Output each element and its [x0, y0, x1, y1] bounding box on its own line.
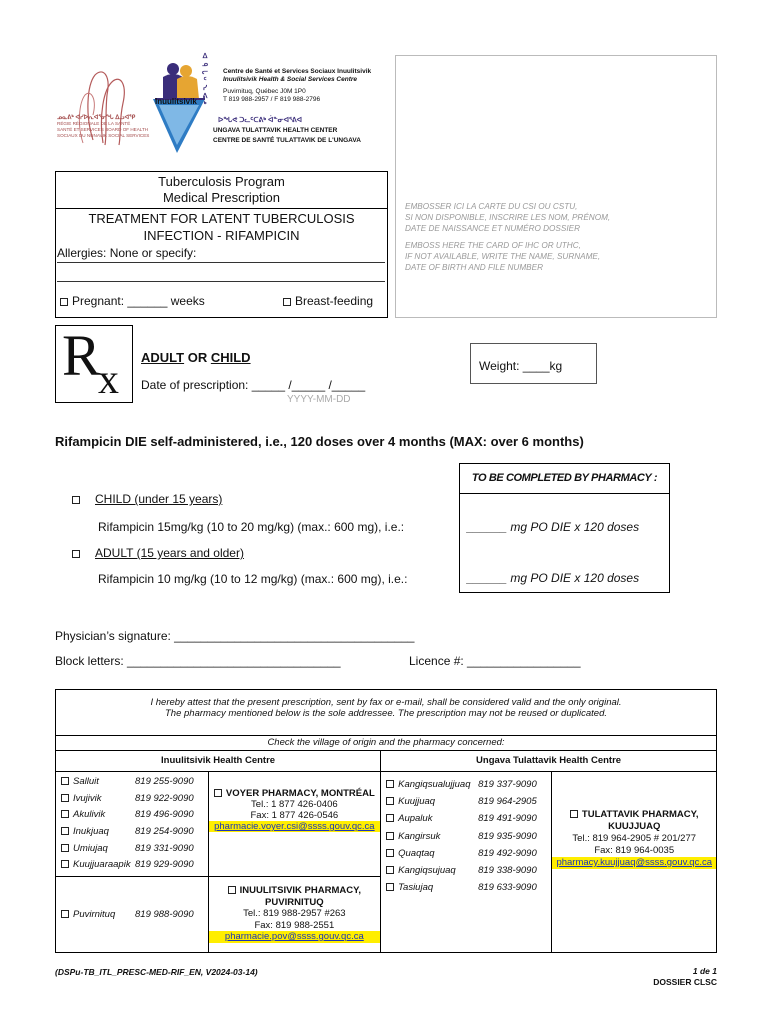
village-phone: 819 491-9090 [478, 813, 537, 825]
village-checkbox[interactable] [386, 866, 394, 874]
ungava-header: Ungava Tulattavik Health Centre [381, 751, 717, 772]
voyer-pharmacy-info [209, 772, 381, 832]
or-word: OR [187, 350, 208, 365]
village-checkbox[interactable] [386, 883, 394, 891]
ungava-en: UNGAVA TULATTAVIK HEALTH CENTER [213, 127, 338, 134]
village-checkbox[interactable] [386, 814, 394, 822]
adult-child-heading [141, 350, 251, 365]
child-dose: Rifampicin 15mg/kg (10 to 20 mg/kg) (max.: 600 mg), i.e.: [98, 520, 405, 534]
village-name: Umiujaq [73, 842, 108, 854]
centre-phone-fax: T 819 988-2957 / F 819 988-2796 [223, 96, 321, 103]
centre-en: Inuulitsivik Health & Social Services Centre [223, 76, 358, 83]
village-phone: 819 935-9090 [478, 830, 537, 842]
syllabics-vertical: ᐃᓄᓕᑦᓯᕕᒃ [201, 52, 208, 108]
ungava-villages-cell [381, 772, 552, 953]
voyer-fax: Fax: 1 877 426-0546 [250, 810, 339, 821]
village-name: Ivujivik [73, 792, 102, 804]
child-checkbox[interactable] [72, 496, 80, 504]
village-phone: 819 337-9090 [478, 779, 537, 790]
attest-line-1: I hereby attest that the present prescription, sent by fax or e-mail, shall be considered valid and the only original. [150, 697, 622, 708]
adult-checkbox[interactable] [72, 550, 80, 558]
voyer-name-line[interactable] [209, 788, 381, 799]
village-checkbox[interactable] [386, 780, 394, 788]
rx-symbol: R [62, 323, 101, 388]
breastfeeding-checkbox[interactable] [283, 298, 291, 306]
inuulitsivik-fax: Fax: 819 988-2551 [254, 919, 335, 931]
emboss-en-1: EMBOSS HERE THE CARD OF IHC OR UTHC, [405, 241, 581, 250]
village-name: Akulivik [73, 809, 106, 821]
village-checkbox[interactable] [386, 849, 394, 857]
pharmacy-table [55, 689, 717, 953]
voyer-email[interactable]: pharmacie.voyer.csi@ssss.gouv.qc.ca [209, 821, 381, 832]
village-phone: 819 254-9090 [135, 826, 194, 838]
village-option[interactable] [61, 774, 208, 791]
village-option[interactable] [61, 857, 208, 874]
village-name: Quaqtaq [398, 847, 435, 859]
ungava-fr: CENTRE DE SANTÉ TULATTAVIK DE L'UNGAVA [213, 137, 361, 144]
inuulitsivik-email[interactable]: pharmacie.pov@ssss.gouv.qc.ca [209, 931, 381, 943]
village-checkbox[interactable] [61, 844, 69, 852]
hudson-villages-cell [56, 772, 209, 877]
weight-box[interactable] [470, 343, 597, 384]
left-block-l4: SOCIAUX DU NUNAVIK SOCIAL SERVICES [57, 133, 150, 138]
child-label: CHILD (under 15 years) [95, 492, 223, 506]
tulattavik-checkbox[interactable] [570, 810, 578, 818]
village-name: Kuujjuaraapik [73, 859, 131, 871]
rx-x: x [98, 357, 119, 403]
brand-name: Inuulitsivik [155, 97, 197, 106]
footer-dossier: DOSSIER CLSC [653, 977, 717, 987]
village-checkbox[interactable] [61, 810, 69, 818]
village-checkbox[interactable] [61, 777, 69, 785]
block-letters[interactable]: Block letters: ________________________________ [55, 654, 341, 668]
village-option[interactable] [386, 879, 551, 896]
adult-label: ADULT (15 years and older) [95, 546, 244, 560]
village-option[interactable] [61, 824, 208, 841]
emboss-fr-3: DATE DE NAISSANCE ET NUMÉRO DOSSIER [405, 224, 580, 233]
weight-label: Weight: ____kg [479, 359, 563, 373]
left-block-l3: SANTÉ ET SERVICES BOARD OF HEALTH [57, 127, 149, 132]
village-option[interactable] [386, 776, 551, 793]
tulattavik-pharmacy-cell [552, 772, 717, 953]
adult-option[interactable] [72, 546, 244, 560]
village-checkbox[interactable] [386, 797, 394, 805]
pregnant-option[interactable] [60, 294, 205, 308]
village-option[interactable] [61, 791, 208, 808]
village-option[interactable] [386, 862, 551, 879]
allergies-field[interactable]: Allergies: None or specify: [57, 246, 385, 263]
village-option[interactable] [386, 793, 551, 810]
breastfeeding-label: Breast-feeding [295, 294, 374, 308]
date-format-hint: YYYY-MM-DD [287, 394, 351, 405]
footer-code: (DSPu-TB_ITL_PRESC-MED-RIF_EN, V2024-03-14) [55, 967, 258, 977]
physician-signature[interactable]: Physician’s signature: ____________________________________ [55, 629, 415, 643]
tulattavik-name-2: KUUJJUAQ [608, 821, 661, 832]
check-village-cell: Check the village of origin and the pharmacy concerned: [56, 736, 717, 751]
licence-number[interactable]: Licence #: _________________ [409, 654, 581, 668]
treatment-title [55, 210, 388, 244]
village-phone: 819 331-9090 [135, 842, 194, 854]
inuulitsivik-header: Inuulitsivik Health Centre [56, 751, 381, 772]
inuulitsivik-pharmacy-info [209, 877, 381, 943]
tulattavik-name-line[interactable] [552, 809, 716, 821]
village-name: Salluit [73, 776, 99, 787]
pharmacy-header: TO BE COMPLETED BY PHARMACY : [459, 463, 670, 494]
attestation-cell [56, 690, 717, 736]
inuulitsivik-name-2: PUVIRNITUQ [265, 896, 324, 908]
tulattavik-pharmacy-info [552, 772, 716, 869]
inuulitsivik-checkbox[interactable] [228, 886, 236, 894]
inuulitsivik-tel: Tel.: 819 988-2957 #263 [243, 908, 346, 919]
footer-page: 1 de 1 [692, 966, 717, 976]
tulattavik-fax: Fax: 819 964-0035 [594, 845, 675, 856]
pregnant-label: Pregnant: ______ weeks [72, 294, 205, 308]
centre-fr: Centre de Santé et Services Sociaux Inuulitsivik [223, 68, 372, 75]
left-block-l2: RÉGIE RÉGIONALE DE LA SANTÉ [57, 121, 131, 126]
treatment-title-1: TREATMENT FOR LATENT TUBERCULOSIS [88, 211, 355, 226]
puvirnituq-checkbox[interactable] [61, 910, 69, 918]
village-checkbox[interactable] [61, 794, 69, 802]
village-phone: 819 922-9090 [135, 792, 194, 804]
child-word: CHILD [210, 350, 251, 365]
emboss-en-3: DATE OF BIRTH AND FILE NUMBER [405, 263, 543, 272]
child-option[interactable] [72, 492, 222, 506]
emboss-en-2: IF NOT AVAILABLE, WRITE THE NAME, SURNAME, [405, 252, 601, 261]
village-name: Inukjuaq [73, 826, 109, 838]
adult-word: ADULT [141, 350, 185, 365]
voyer-checkbox[interactable] [214, 789, 222, 797]
village-phone: 819 492-9090 [478, 847, 537, 859]
village-phone: 819 496-9090 [135, 809, 194, 821]
puvirnituq-phone: 819 988-9090 [135, 909, 194, 920]
village-phone: 819 964-2905 [478, 796, 537, 808]
voyer-pharmacy-cell [208, 772, 381, 877]
inuulitsivik-pharmacy-cell [208, 877, 381, 953]
village-phone: 819 255-9090 [135, 776, 194, 787]
inuulitsivik-name-line[interactable] [209, 885, 381, 897]
program-title-2: Medical Prescription [162, 190, 281, 205]
tulattavik-name-1: TULATTAVIK PHARMACY, [581, 809, 699, 820]
puvirnituq-name: Puvirnituq [73, 909, 116, 920]
village-phone: 819 929-9090 [135, 859, 194, 871]
treatment-title-2: INFECTION - RIFAMPICIN [143, 228, 300, 243]
village-checkbox[interactable] [61, 827, 69, 835]
village-phone: 819 338-9090 [478, 864, 537, 876]
emboss-fr-2: SI NON DISPONIBLE, INSCRIRE LES NOM, PRÉNOM, [405, 213, 611, 222]
tulattavik-tel: Tel.: 819 964-2905 # 201/277 [572, 833, 697, 844]
puvirnituq-option[interactable] [61, 909, 208, 920]
voyer-name: VOYER PHARMACY, MONTRÉAL [225, 788, 375, 799]
adult-pharmacy-result[interactable]: ______ mg PO DIE x 120 doses [467, 571, 640, 585]
village-name: Kangiqsualujjuaq [398, 779, 471, 790]
inuulitsivik-name-1: INUULITSIVIK PHARMACY, [239, 885, 362, 896]
village-option[interactable] [61, 841, 208, 858]
adult-dose: Rifampicin 10 mg/kg (10 to 12 mg/kg) (max.: 600 mg), i.e.: [98, 572, 408, 586]
breastfeeding-option[interactable] [283, 294, 373, 308]
pregnant-checkbox[interactable] [60, 298, 68, 306]
child-pharmacy-result[interactable]: ______ mg PO DIE x 120 doses [467, 520, 640, 534]
ungava-village-list [386, 776, 551, 896]
voyer-tel: Tel.: 1 877 426-0406 [251, 799, 338, 810]
village-name: Kangiqsujuaq [398, 864, 456, 876]
village-phone: 819 633-9090 [478, 882, 537, 894]
village-name: Aupaluk [398, 813, 433, 825]
ungava-syllabics: ᐅᖓᕙ ᑐᓚᑦᑕᕕᒃ ᐋᓐᓂᐊᕐᕕᐊ [218, 117, 303, 124]
village-option[interactable] [386, 845, 551, 862]
emboss-fr-1: EMBOSSER ICI LA CARTE DU CSI OU CSTU, [405, 202, 578, 211]
village-name: Tasiujaq [398, 882, 434, 894]
footer-page-info [560, 966, 717, 988]
emboss-instructions [405, 201, 610, 273]
emboss-box[interactable] [395, 55, 717, 318]
date-of-prescription[interactable]: Date of prescription: _____ /_____ /_____ [141, 378, 366, 392]
program-title [55, 174, 388, 206]
village-option[interactable] [386, 828, 551, 845]
village-checkbox[interactable] [386, 832, 394, 840]
village-name: Kuujjuaq [398, 796, 436, 808]
regimen-title: Rifampicin DIE self-administered, i.e., 120 doses over 4 months (MAX: over 6 months) [55, 434, 584, 449]
hudson-village-list [61, 774, 208, 874]
centre-address: Puvirnituq, Québec J0M 1P0 [223, 88, 306, 95]
allergies-line-2[interactable] [57, 281, 385, 282]
left-block-syll: ᓄᓇᕕᒃ ᐊᓯᐅᕆᐊᕐᓂᖓ ᐃᓗᐊᕿ [57, 115, 136, 121]
tulattavik-email[interactable]: pharmacy.kuujjuaq@ssss.gouv.qc.ca [552, 857, 716, 869]
program-title-1: Tuberculosis Program [158, 174, 285, 189]
village-checkbox[interactable] [61, 860, 69, 868]
attest-line-2: The pharmacy mentioned below is the sole addressee. The prescription may not be reused or duplicated. [165, 708, 607, 719]
village-name: Kangirsuk [398, 830, 441, 842]
village-option[interactable] [61, 807, 208, 824]
rx-box [55, 325, 133, 403]
village-option[interactable] [386, 810, 551, 827]
puvirnituq-cell[interactable] [56, 877, 209, 953]
